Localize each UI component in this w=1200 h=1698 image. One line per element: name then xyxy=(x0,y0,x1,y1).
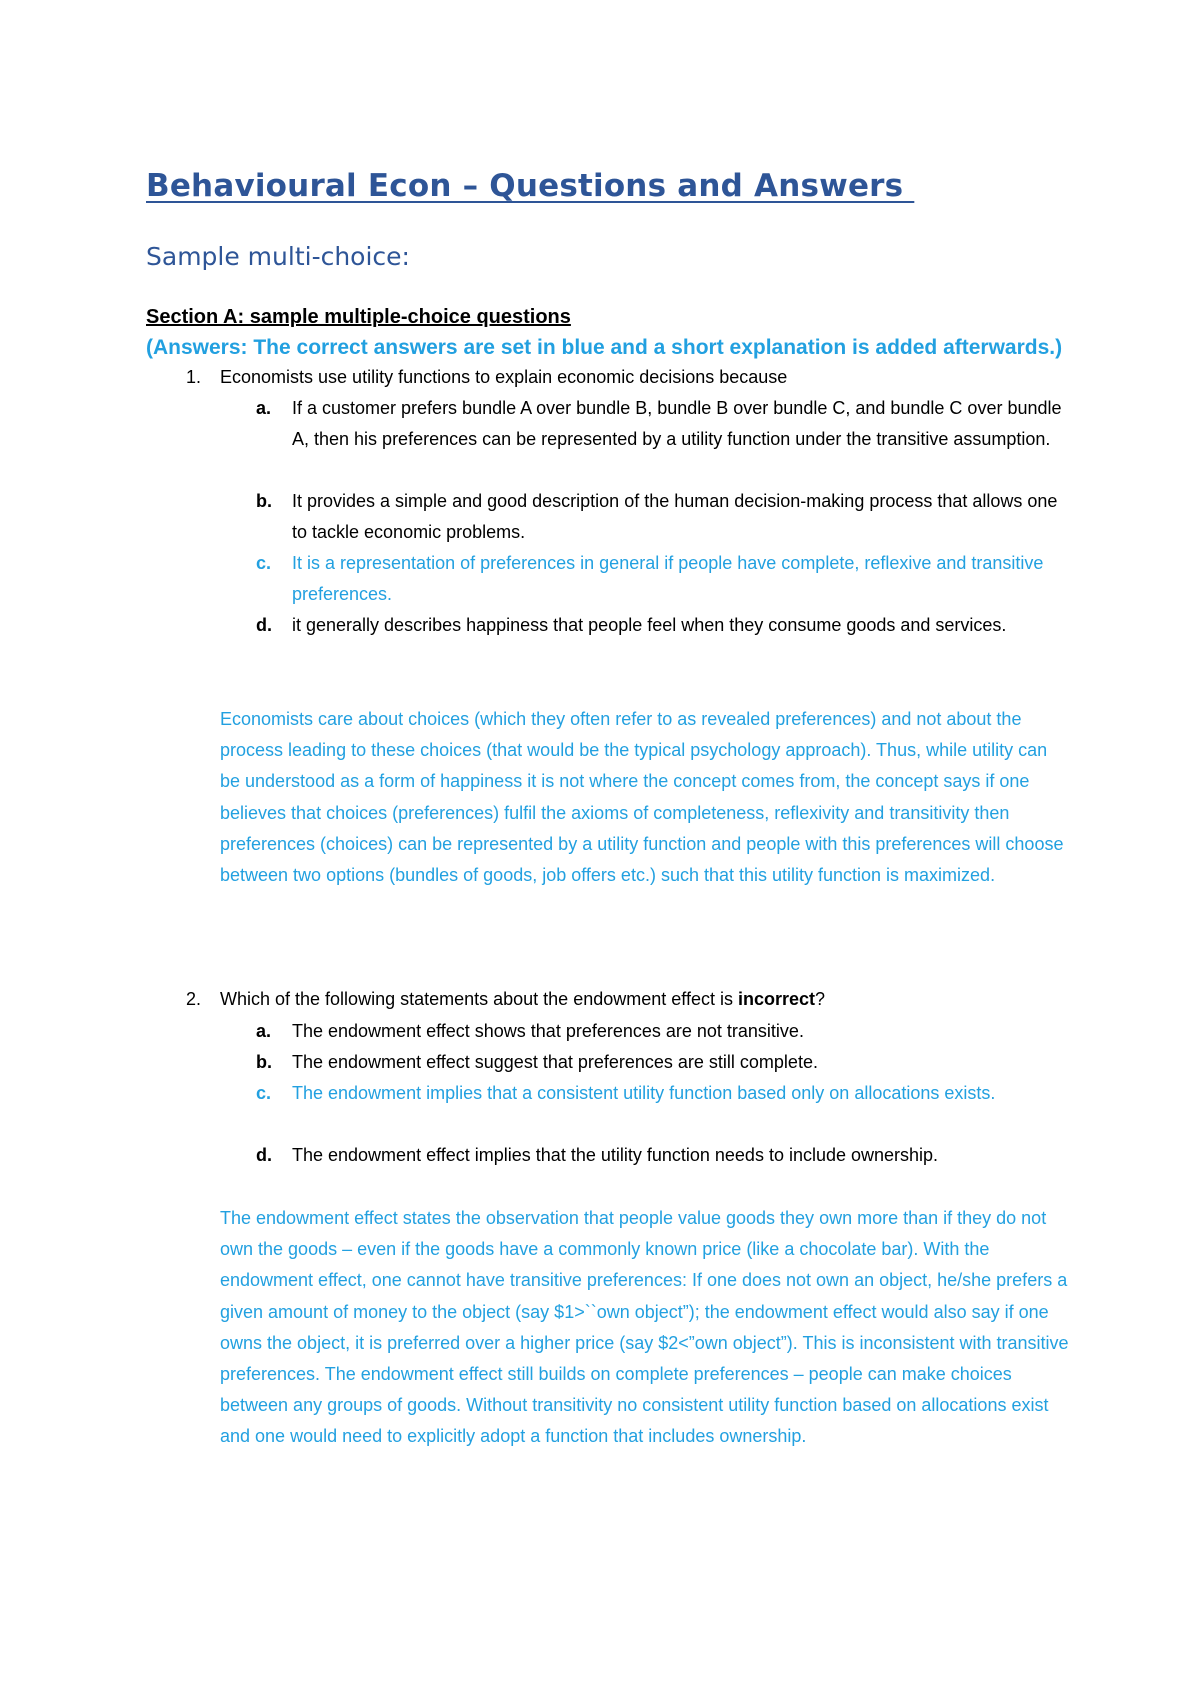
option-letter: d. xyxy=(256,615,272,635)
document-title: Behavioural Econ – Questions and Answers xyxy=(146,168,915,204)
option-letter: a. xyxy=(256,398,272,418)
option-letter: d. xyxy=(256,1145,272,1165)
option-text: The endowment effect shows that preferences are not transitive. xyxy=(292,1021,804,1041)
option-text: The endowment implies that a consistent utility function based only on allocations exists. xyxy=(292,1083,996,1103)
option-letter: b. xyxy=(256,491,272,511)
answers-note: (Answers: The correct answers are set in blue and a short explanation is added afterwards.) xyxy=(146,336,1063,359)
q2-explanation: The endowment effect states the observation that people value goods they own more than if they do not own the goods – even if the goods have a commonly known price (like a chocolate bar). With the endowment effect, one cannot have transitive preferences: If one does not own an object, he/she prefers a given amount of money to the object (say $1>``own object”); the endowment effect would also say if one owns the object, it is preferred over a higher price (say $2<”own object”). This is inconsistent with transitive preferences. The endowment effect still builds on complete preferences – people can make choices between any groups of goods. Without transitivity no consistent utility function based on allocations exist and one would need to explicitly adopt a function that includes ownership. xyxy=(220,1208,1069,1447)
question-text-before: Which of the following statements about the endowment effect is xyxy=(220,989,738,1009)
q1-explanation: Economists care about choices (which they often refer to as revealed preferences) and not about the process leading to these choices (that would be the typical psychology approach). Thus, while utility can be understood as a form of happiness it is not where the concept comes from, the concept says if one believes that choices (preferences) fulfil the axioms of completeness, reflexivity and transitivity then preferences (choices) can be represented by a utility function and people with this preferences will choose between two options (bundles of goods, job offers etc.) such that this utility function is maximized. xyxy=(220,709,1064,886)
question-text: Economists use utility functions to explain economic decisions because xyxy=(220,367,788,387)
option-text: It provides a simple and good description of the human decision-making process that allows one to tackle economic problems. xyxy=(292,491,1058,542)
option-letter: c. xyxy=(256,1083,272,1103)
option-text: it generally describes happiness that people feel when they consume goods and services. xyxy=(292,615,1007,635)
question-text-emphasis: incorrect xyxy=(737,989,815,1009)
option-letter: b. xyxy=(256,1052,272,1072)
question-text xyxy=(220,984,825,1015)
question-number: 1. xyxy=(186,367,202,387)
option-text: The endowment effect suggest that preferences are still complete. xyxy=(292,1052,818,1072)
section-heading: Section A: sample multiple-choice questions xyxy=(146,306,571,328)
option-letter: a. xyxy=(256,1021,272,1041)
question-number: 2. xyxy=(186,989,202,1009)
option-text: If a customer prefers bundle A over bundle B, bundle B over bundle C, and bundle C over bundle A, then his preferences can be represented by a utility function under the transitive assumption. xyxy=(292,398,1062,449)
option-letter: c. xyxy=(256,553,272,573)
question-text-after: ? xyxy=(815,989,826,1009)
option-text: The endowment effect implies that the utility function needs to include ownership. xyxy=(292,1145,939,1165)
option-text: It is a representation of preferences in general if people have complete, reflexive and transitive preferences. xyxy=(292,553,1044,604)
document-subtitle: Sample multi-choice: xyxy=(146,242,410,271)
